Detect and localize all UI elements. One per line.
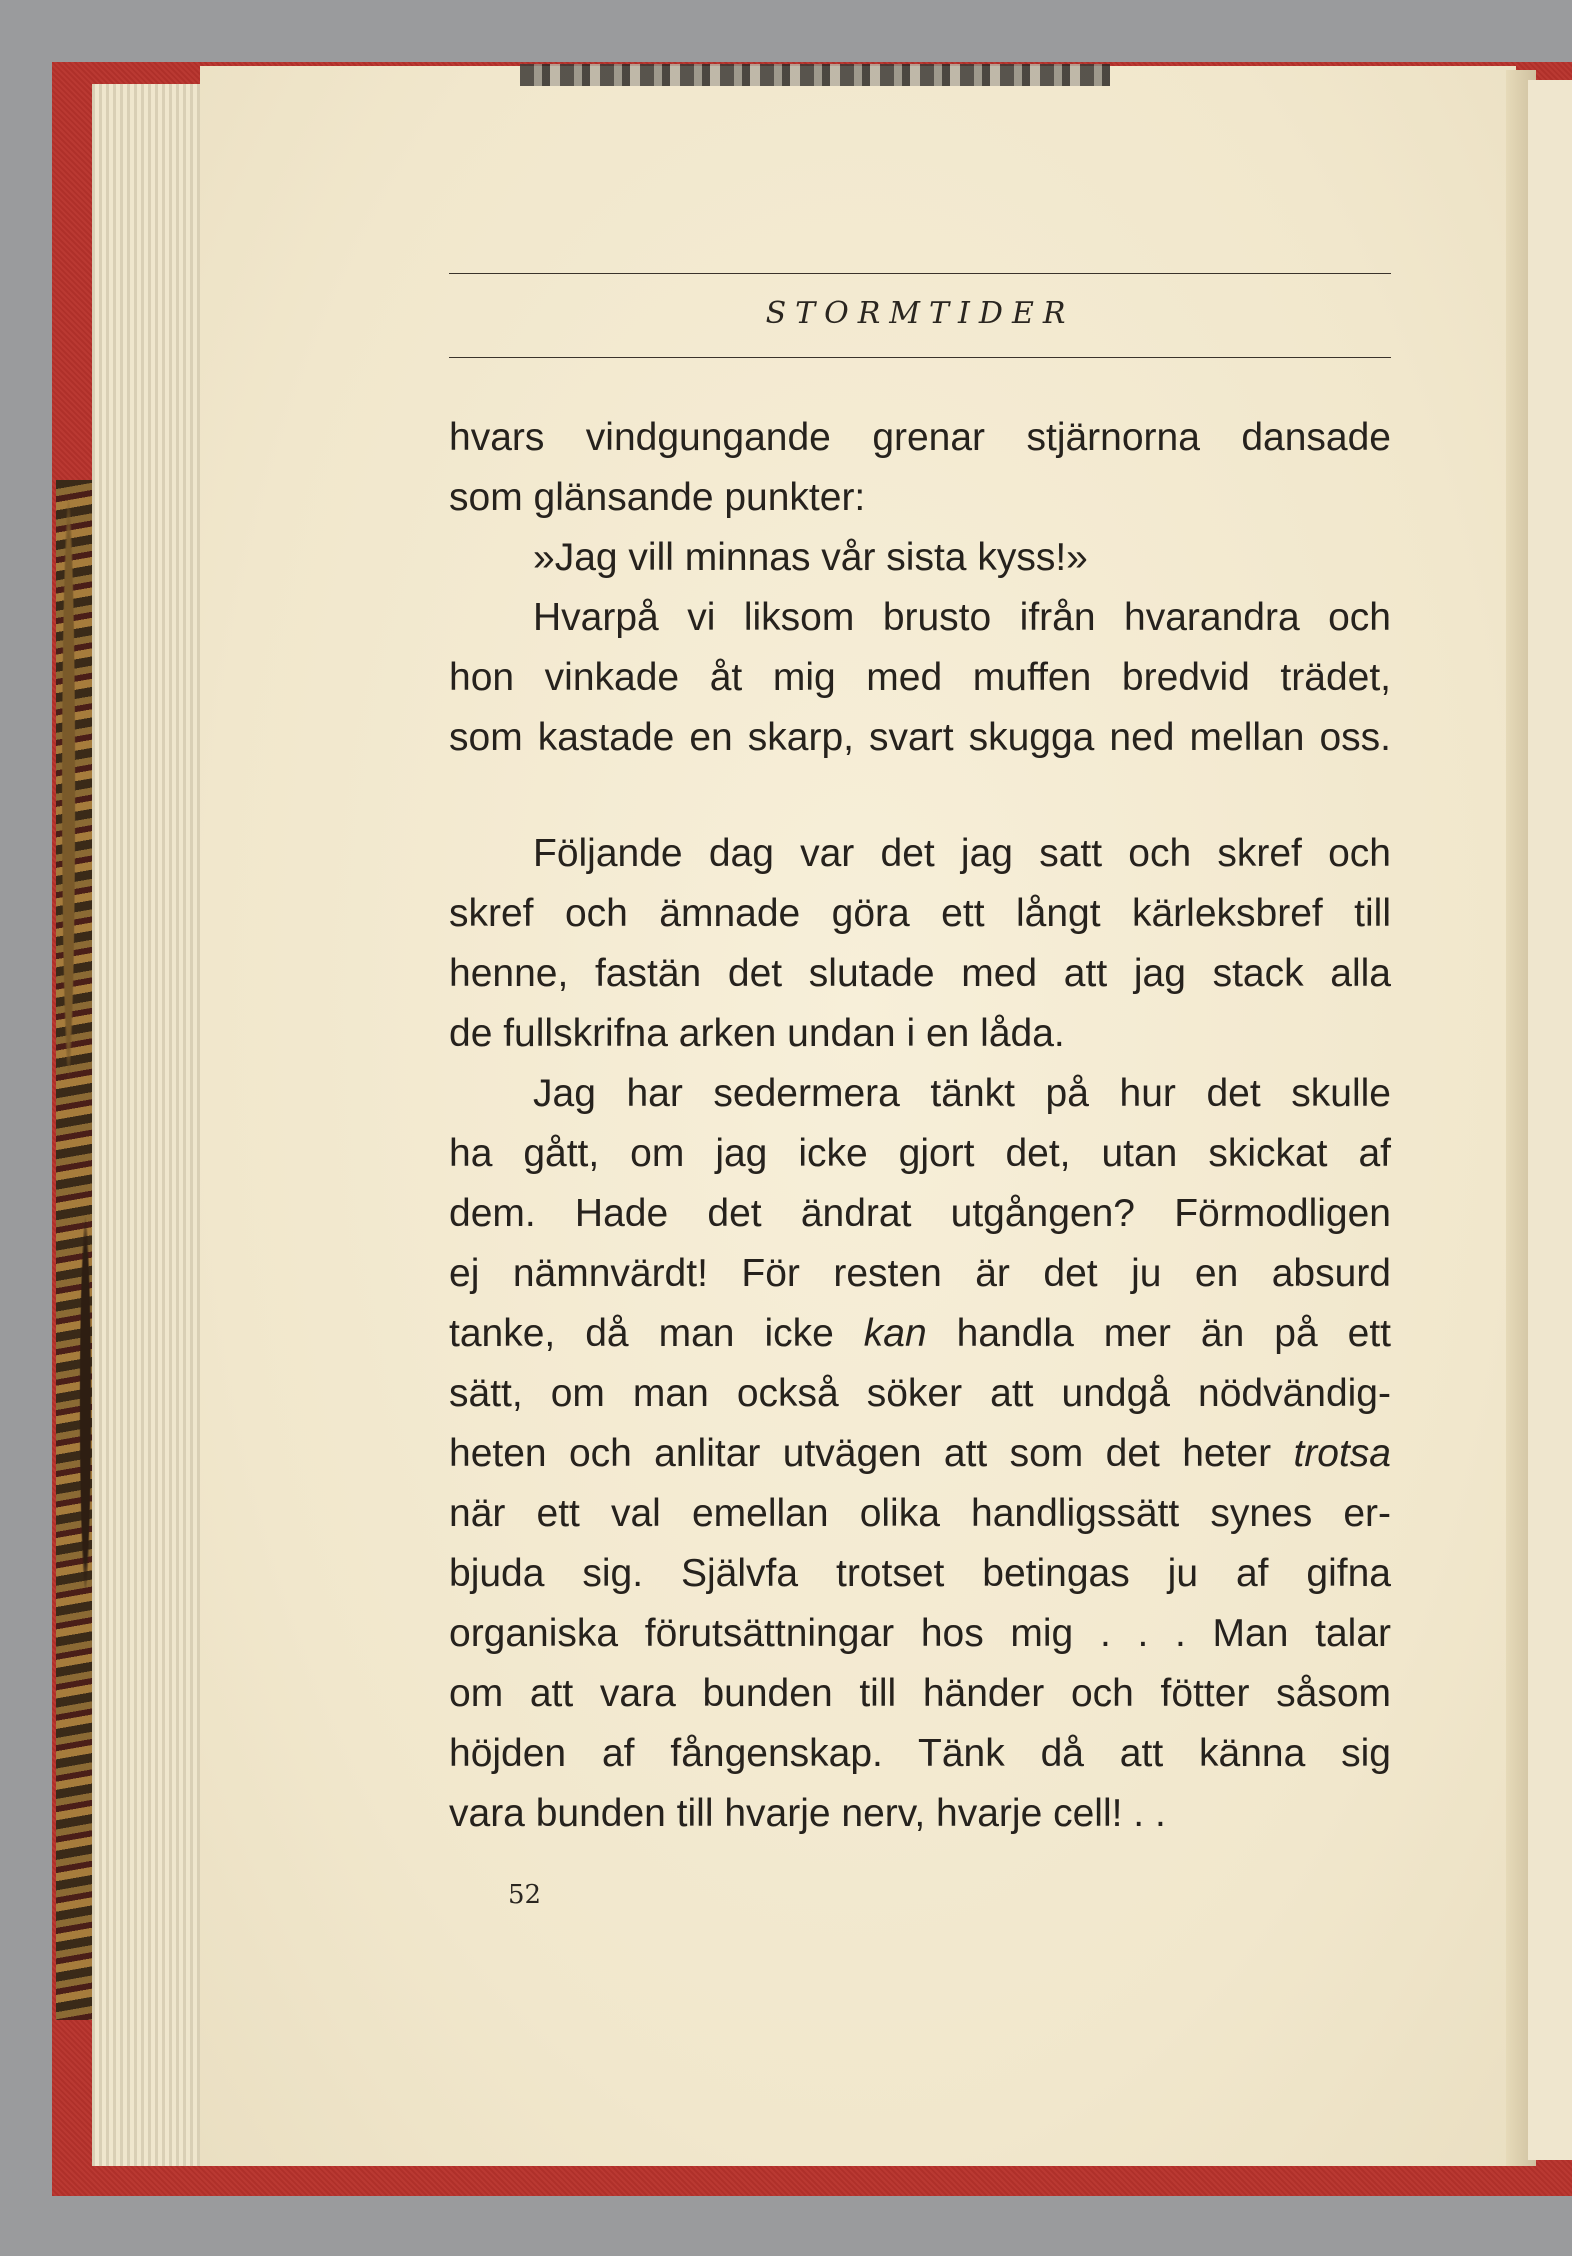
facing-page-edge [1528, 80, 1572, 2160]
text-line: Följande dag var det jag satt och skref och [533, 832, 1391, 875]
text-line: »Jag vill minnas vår sista kyss!» [533, 536, 1088, 579]
text-line: de fullskrifna arken undan i en låda. [449, 1012, 1065, 1055]
text-line: som glänsande punkter: [449, 476, 866, 519]
text-line: som kastade en skarp, svart skugga ned mellan oss. [449, 716, 1391, 759]
text-line: Jag har sedermera tänkt på hur det skulle [533, 1072, 1391, 1115]
text-line: sätt, om man också söker att undgå nödvändig- [449, 1372, 1391, 1415]
header-rule-bottom [449, 357, 1391, 358]
text-line: organiska förutsättningar hos mig . . . Man talar [449, 1612, 1391, 1655]
text-line: ej nämnvärdt! För resten är det ju en absurd [449, 1252, 1391, 1295]
page-edges [92, 84, 212, 2166]
text-line: Hvarpå vi liksom brusto ifrån hvarandra och [533, 596, 1391, 639]
text-line: hon vinkade åt mig med muffen bredvid trädet, [449, 656, 1391, 699]
text-run: handla mer än på ett [926, 1312, 1391, 1355]
text-line: henne, fastän det slutade med att jag stack alla [449, 952, 1391, 995]
text-line: vara bunden till hvarje nerv, hvarje cell! . . [449, 1792, 1166, 1835]
text-block-lower [449, 824, 1391, 1844]
text-run: tanke, då man icke [449, 1312, 864, 1355]
text-line: hvars vindgungande grenar stjärnorna dansade [449, 416, 1391, 459]
text-line: höjden af fångenskap. Tänk då att känna sig [449, 1732, 1391, 1775]
running-head: STORMTIDER [765, 296, 1075, 331]
text-line: när ett val emellan olika handligssätt synes er- [449, 1492, 1391, 1535]
page-number: 52 [508, 1880, 542, 1910]
emphasis: trotsa [1293, 1432, 1391, 1475]
text-line: dem. Hade det ändrat utgången? Förmodligen [449, 1192, 1391, 1235]
text-line-italic-b [449, 1424, 1391, 1484]
text-block-upper [449, 408, 1391, 768]
emphasis: kan [863, 1312, 927, 1355]
headband [520, 64, 1110, 86]
text-line: ha gått, om jag icke gjort det, utan skickat af [449, 1132, 1391, 1175]
text-line: om att vara bunden till händer och fötter såsom [449, 1672, 1391, 1715]
text-run: heten och anlitar utvägen att som det heter [449, 1432, 1294, 1475]
text-line: skref och ämnade göra ett långt kärleksbref till [449, 892, 1391, 935]
text-line-italic-a [449, 1304, 1391, 1364]
text-line: bjuda sig. Självfa trotset betingas ju af gifna [449, 1552, 1391, 1595]
header-rule-top [449, 273, 1391, 274]
